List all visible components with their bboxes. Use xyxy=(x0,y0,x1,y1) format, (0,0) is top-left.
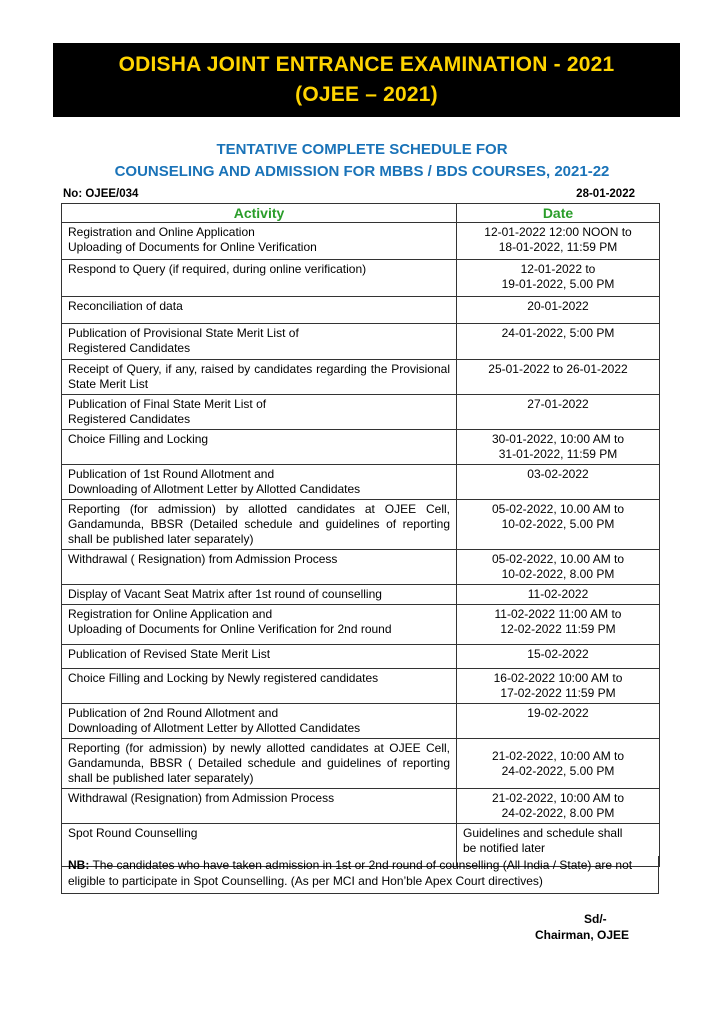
nb-text: The candidates who have taken admission in 1st or 2nd round of counselling (All India / State) are not eligible to participate in Spot Counselling. (As per MCI and Hon’ble Apex Court directives) xyxy=(68,858,633,888)
table-row xyxy=(62,395,660,430)
activity-cell: Choice Filling and Locking by Newly registered candidates xyxy=(62,669,457,704)
table-row xyxy=(62,645,660,669)
schedule-title-line1: TENTATIVE COMPLETE SCHEDULE FOR xyxy=(216,141,508,158)
activity-cell: Reporting (for admission) by newly allotted candidates at OJEE Cell, Gandamunda, BBSR ( Detailed schedule and guidelines of reporting shall be published later separately) xyxy=(62,739,457,789)
table-row xyxy=(62,430,660,465)
activity-cell: Publication of 2nd Round Allotment and Downloading of Allotment Letter by Allotted Candidates xyxy=(62,704,457,739)
table-row xyxy=(62,324,660,360)
activity-cell: Reporting (for admission) by allotted candidates at OJEE Cell, Gandamunda, BBSR (Detailed schedule and guidelines of reporting shall be published later separately) xyxy=(62,500,457,550)
reference-number: No: OJEE/034 xyxy=(63,188,139,200)
activity-cell: Receipt of Query, if any, raised by candidates regarding the Provisional State Merit List xyxy=(62,360,457,395)
activity-cell: Spot Round Counselling xyxy=(62,824,457,867)
date-column-header: Date xyxy=(457,204,660,223)
banner-subtitle: (OJEE – 2021) xyxy=(295,83,438,106)
activity-cell: Publication of Provisional State Merit List of Registered Candidates xyxy=(62,324,457,360)
activity-cell: Registration and Online Application Uploading of Documents for Online Verification xyxy=(62,223,457,260)
table-row xyxy=(62,223,660,260)
table-row xyxy=(62,669,660,704)
date-cell: 05-02-2022, 10.00 AM to 10-02-2022, 5.00 PM xyxy=(457,500,660,550)
date-cell: 11-02-2022 11:00 AM to 12-02-2022 11:59 PM xyxy=(457,605,660,645)
date-cell: 11-02-2022 xyxy=(457,585,660,605)
date-cell: 25-01-2022 to 26-01-2022 xyxy=(457,360,660,395)
activity-cell: Publication of Revised State Merit List xyxy=(62,645,457,669)
reference-line xyxy=(63,188,635,200)
date-cell: 30-01-2022, 10:00 AM to 31-01-2022, 11:59 PM xyxy=(457,430,660,465)
table-row xyxy=(62,704,660,739)
table-row xyxy=(62,297,660,324)
activity-cell: Display of Vacant Seat Matrix after 1st round of counselling xyxy=(62,585,457,605)
date-cell: 20-01-2022 xyxy=(457,297,660,324)
table-row xyxy=(62,500,660,550)
table-header-row xyxy=(62,204,660,223)
schedule-title-line2: COUNSELING AND ADMISSION FOR MBBS / BDS COURSES, 2021-22 xyxy=(114,163,610,180)
table-row xyxy=(62,465,660,500)
date-cell: 15-02-2022 xyxy=(457,645,660,669)
table-row xyxy=(62,789,660,824)
date-cell: 12-01-2022 12:00 NOON to 18-01-2022, 11:59 PM xyxy=(457,223,660,260)
date-cell: Guidelines and schedule shall be notified later xyxy=(457,824,660,867)
table-row xyxy=(62,360,660,395)
activity-cell: Choice Filling and Locking xyxy=(62,430,457,465)
activity-cell: Registration for Online Application and Uploading of Documents for Online Verification for 2nd round xyxy=(62,605,457,645)
activity-cell: Publication of Final State Merit List of Registered Candidates xyxy=(62,395,457,430)
signature-designation: Chairman, OJEE xyxy=(535,928,630,942)
date-cell: 21-02-2022, 10:00 AM to 24-02-2022, 5.00 PM xyxy=(457,739,660,789)
date-cell: 21-02-2022, 10:00 AM to 24-02-2022, 8.00 PM xyxy=(457,789,660,824)
table-row xyxy=(62,550,660,585)
activity-cell: Withdrawal ( Resignation) from Admission Process xyxy=(62,550,457,585)
reference-date: 28-01-2022 xyxy=(576,188,635,200)
date-cell: 24-01-2022, 5:00 PM xyxy=(457,324,660,360)
date-cell: 03-02-2022 xyxy=(457,465,660,500)
table-row xyxy=(62,585,660,605)
banner-title: ODISHA JOINT ENTRANCE EXAMINATION - 2021 xyxy=(118,53,615,76)
schedule-table xyxy=(61,203,660,867)
activity-cell: Reconciliation of data xyxy=(62,297,457,324)
nb-label: NB: xyxy=(68,858,90,872)
activity-cell: Withdrawal (Resignation) from Admission Process xyxy=(62,789,457,824)
date-cell: 27-01-2022 xyxy=(457,395,660,430)
table-row xyxy=(62,739,660,789)
table-row xyxy=(62,605,660,645)
signature-sd: Sd/- xyxy=(584,912,607,926)
table-row xyxy=(62,260,660,297)
activity-cell: Respond to Query (if required, during online verification) xyxy=(62,260,457,297)
nb-note xyxy=(61,856,659,894)
date-cell: 05-02-2022, 10.00 AM to 10-02-2022, 8.00 PM xyxy=(457,550,660,585)
date-cell: 12-01-2022 to 19-01-2022, 5.00 PM xyxy=(457,260,660,297)
exam-banner xyxy=(53,43,680,117)
date-cell: 16-02-2022 10:00 AM to 17-02-2022 11:59 PM xyxy=(457,669,660,704)
activity-column-header: Activity xyxy=(62,204,457,223)
activity-cell: Publication of 1st Round Allotment and Downloading of Allotment Letter by Allotted Candidates xyxy=(62,465,457,500)
date-cell: 19-02-2022 xyxy=(457,704,660,739)
